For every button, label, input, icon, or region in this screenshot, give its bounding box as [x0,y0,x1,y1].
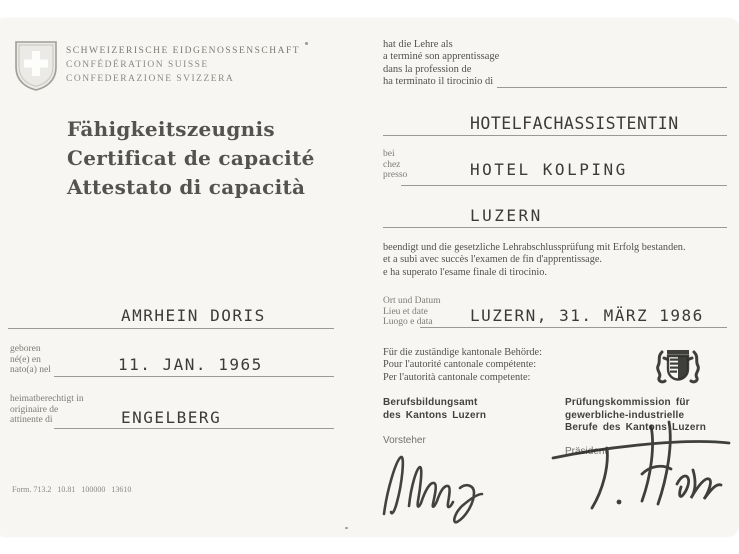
employer-label-de: bei [383,149,395,159]
employer-label-it: presso [383,170,408,180]
profession-value: HOTELFACHASSISTENTIN [470,114,679,133]
office-line: Berufsbildungsamt [383,397,478,408]
form-number: Form. 713.2 10.81 100000 13610 [12,485,132,494]
commission-line: gewerbliche-industrielle [565,409,685,421]
holder-name: AMRHEIN DORIS [121,306,266,325]
completion-line: et a subi avec succès l'examen de fin d'apprentissage. [383,254,602,266]
title-de: Fähigkeitszeugnis [67,117,275,141]
intro-text [383,39,499,89]
commission-line: Berufe des Kantons Luzern [565,422,707,433]
intro-line: ha terminato il tirocinio di [383,76,494,88]
employer-label [383,149,407,181]
page-title [67,115,315,202]
intro-line-rule [497,87,727,88]
swiss-shield-icon [14,40,58,92]
employer-value: HOTEL KOLPING [470,160,628,179]
employer-line [401,185,727,186]
federal-header [66,44,300,86]
completion-line: e ha superato l'esame finale di tirocinio. [383,266,547,278]
title-fr: Certificat de capacité [67,146,315,170]
authority-line: Per l'autorità cantonale competente: [383,371,531,383]
commission-role: Präsident [565,446,608,457]
origin-label-it: attinente di [10,415,53,425]
scan-speck [345,527,348,529]
intro-line: a terminé son apprentissage [383,51,500,63]
commission-line: Prüfungskommission für [565,397,690,408]
born-label [10,344,51,376]
date-label-it: Luogo e data [383,317,433,327]
completion-line: beendigt und die gesetzliche Lehrabschlussprüfung mit Erfolg bestanden. [383,242,686,253]
title-it: Attestato di capacità [67,175,306,199]
employer-label-fr: chez [383,159,401,170]
federal-header-line: CONFÉDÉRATION SUISSE [66,60,209,70]
origin-label-fr: originaire de [10,404,59,415]
origin-value: ENGELBERG [121,408,222,427]
employer-place-line [383,227,727,228]
office-line: des Kantons Luzern [383,409,487,421]
signature-praesident [545,414,737,524]
origin-label-de: heimatberechtigt in [10,394,84,404]
office-role: Vorsteher [383,435,426,446]
office-block [383,397,486,422]
born-label-it: nato(a) nel [10,365,51,375]
holder-name-line [8,328,334,329]
authority-line: Für die zuständige kantonale Behörde: [383,347,542,358]
origin-line [54,428,334,429]
authority-text [383,347,542,384]
date-value: LUZERN, 31. MÄRZ 1986 [470,306,704,325]
date-line [420,327,727,328]
federal-header-line: CONFEDERAZIONE SVIZZERA [66,74,235,84]
certificate-page [0,18,739,537]
completion-text [383,242,686,279]
intro-line: hat die Lehre als [383,39,453,50]
date-label-fr: Lieu et date [383,306,428,317]
scan-speck [305,42,308,45]
luzern-cantonal-emblem-icon [652,346,704,386]
born-label-fr: né(e) en [10,354,41,365]
employer-place-value: LUZERN [470,206,543,225]
federal-header-line: SCHWEIZERISCHE EIDGENOSSENSCHAFT [66,46,301,56]
date-label [383,296,441,328]
born-value: 11. JAN. 1965 [118,355,263,374]
authority-line: Pour l'autorité cantonale compétente: [383,359,537,371]
born-label-de: geboren [10,344,41,354]
date-label-de: Ort und Datum [383,296,441,306]
origin-label [10,394,84,426]
born-line [54,376,334,377]
intro-line: dans la profession de [383,63,472,75]
signature-vorsteher [376,440,500,530]
profession-line [383,135,727,136]
